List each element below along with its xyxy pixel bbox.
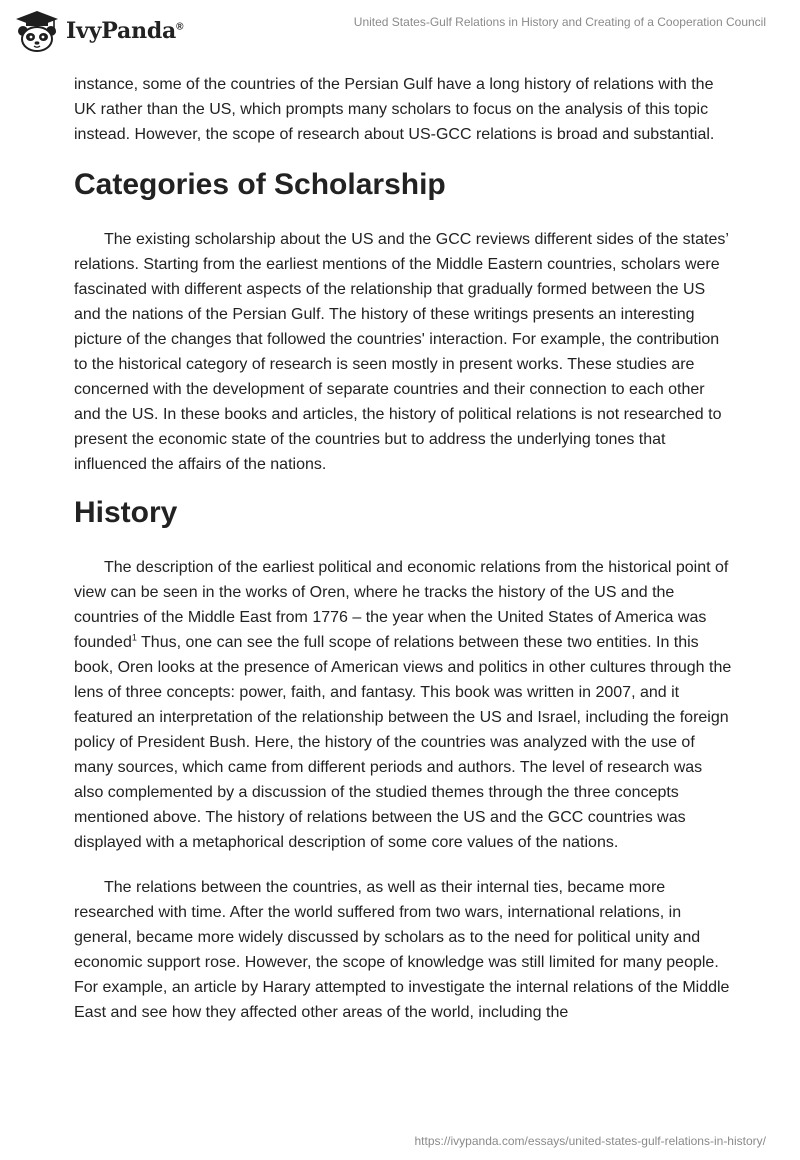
- heading-history: History: [74, 496, 178, 529]
- paragraph-history-1-part-a: The description of the earliest political and economic relations from the historical point of view can be seen in the works of Oren, where he tracks the history of the US and the countries of the Middle East from 1776 – the year when the United States of America was founded: [74, 559, 729, 651]
- paragraph-history-1: [74, 555, 734, 855]
- document-title: United States-Gulf Relations in History and Creating of a Cooperation Council: [353, 15, 766, 29]
- registered-mark: ®: [176, 21, 184, 33]
- source-url[interactable]: https://ivypanda.com/essays/united-states-gulf-relations-in-history/: [414, 1134, 766, 1148]
- paragraph-history-2: The relations between the countries, as well as their internal ties, became more researched with time. After the world suffered from two wars, international relations, in general, became more widely discussed by scholars as to the need for political unity and economic support rose. However, the scope of knowledge was still limited for many people. For example, an article by Harary attempted to investigate the internal relations of the Middle East and see how they affected other areas of the world, including the: [74, 879, 730, 1021]
- paragraph-history-1-part-b: Thus, one can see the full scope of relations between these two entities. In this book, Oren looks at the presence of American views and politics in other cultures through the lens of three concepts: power, faith, and fantasy. This book was written in 2007, and it featured an interpretation of the relationship between the US and Israel, including the foreign policy of President Bush. Here, the history of the countries was analyzed with the use of many sources, which came from different periods and authors. The level of research was also complemented by a discussion of the studied themes through the three concepts mentioned above. The history of relations between the US and the GCC countries was displayed with a metaphorical description of some core values of the nations.: [74, 634, 732, 851]
- brand-name: IvyPanda®: [66, 18, 184, 44]
- essay-body: [74, 72, 734, 1045]
- panda-graduate-icon: [14, 9, 60, 53]
- paragraph-intro: instance, some of the countries of the Persian Gulf have a long history of relations with the UK rather than the US, which prompts many scholars to focus on the analysis of this topic instead. However, the scope of research about US-GCC relations is broad and substantial.: [74, 76, 715, 143]
- footnote-reference[interactable]: 1: [131, 632, 137, 643]
- brand-logo[interactable]: [14, 8, 183, 54]
- paragraph-categories: The existing scholarship about the US and the GCC reviews different sides of the states’ relations. Starting from the earliest mentions of the Middle Eastern countries, scholars were fascinated with different aspects of the relationship that gradually formed between the US and the nations of the Persian Gulf. The history of these writings presents an interesting picture of the changes that followed the countries' interaction. For example, the contribution to the historical category of research is seen mostly in present works. These studies are concerned with the development of separate countries and their connection to each other and the US. In these books and articles, the history of political relations is not researched to present the economic state of the countries but to address the underlying tones that influenced the affairs of the nations.: [74, 231, 729, 473]
- heading-categories-of-scholarship: Categories of Scholarship: [74, 168, 446, 201]
